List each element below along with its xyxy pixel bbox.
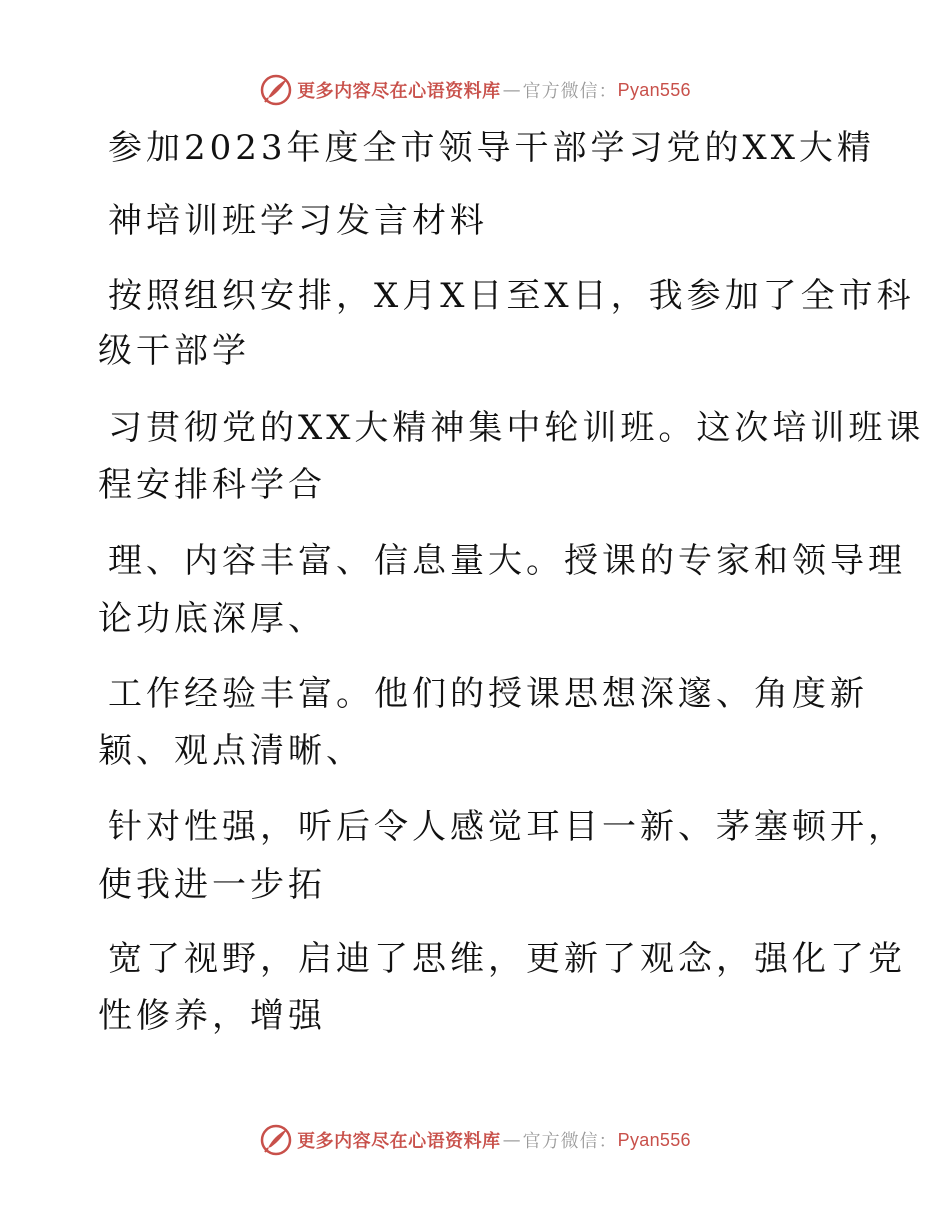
- doc-text-line: 颖、观点清晰、: [98, 731, 364, 771]
- banner-wechat-id: Pyan556: [617, 79, 691, 100]
- quill-logo-icon: [259, 73, 293, 107]
- banner-wechat-id: Pyan556: [617, 1129, 691, 1150]
- footer-banner: [0, 1120, 950, 1160]
- doc-text-line: 论功底深厚、: [98, 599, 326, 639]
- doc-text-line: 宽了视野，启迪了思维，更新了观念，强化了党: [108, 939, 906, 979]
- doc-text-line: 习贯彻党的XX大精神集中轮训班。这次培训班课: [108, 408, 925, 448]
- doc-text-line: 级干部学: [98, 331, 250, 371]
- banner-brand: 更多内容尽在心语资料库: [297, 81, 501, 102]
- doc-text-line: 使我进一步拓: [98, 865, 326, 905]
- doc-text-line: 性修养，增强: [98, 996, 326, 1036]
- doc-title-line-2: 神培训班学习发言材料: [108, 201, 488, 241]
- banner-official-label: 官方微信：: [522, 1131, 618, 1152]
- doc-title-line-1: 参加2023年度全市领导干部学习党的XX大精: [108, 128, 875, 168]
- doc-text-line: 按照组织安排，X月X日至X日，我参加了全市科: [108, 276, 915, 316]
- banner-separator: —: [502, 79, 521, 101]
- banner-brand: 更多内容尽在心语资料库: [297, 1131, 501, 1152]
- quill-logo-icon: [259, 1123, 293, 1157]
- doc-text-line: 理、内容丰富、信息量大。授课的专家和领导理: [108, 541, 906, 581]
- doc-text-line: 工作经验丰富。他们的授课思想深邃、角度新: [108, 674, 868, 714]
- banner-separator: —: [502, 1129, 521, 1151]
- doc-text-line: 针对性强，听后令人感觉耳目一新、茅塞顿开，: [108, 807, 906, 847]
- banner-official-label: 官方微信：: [522, 81, 618, 102]
- header-banner: [0, 70, 950, 110]
- doc-text-line: 程安排科学合: [98, 465, 326, 505]
